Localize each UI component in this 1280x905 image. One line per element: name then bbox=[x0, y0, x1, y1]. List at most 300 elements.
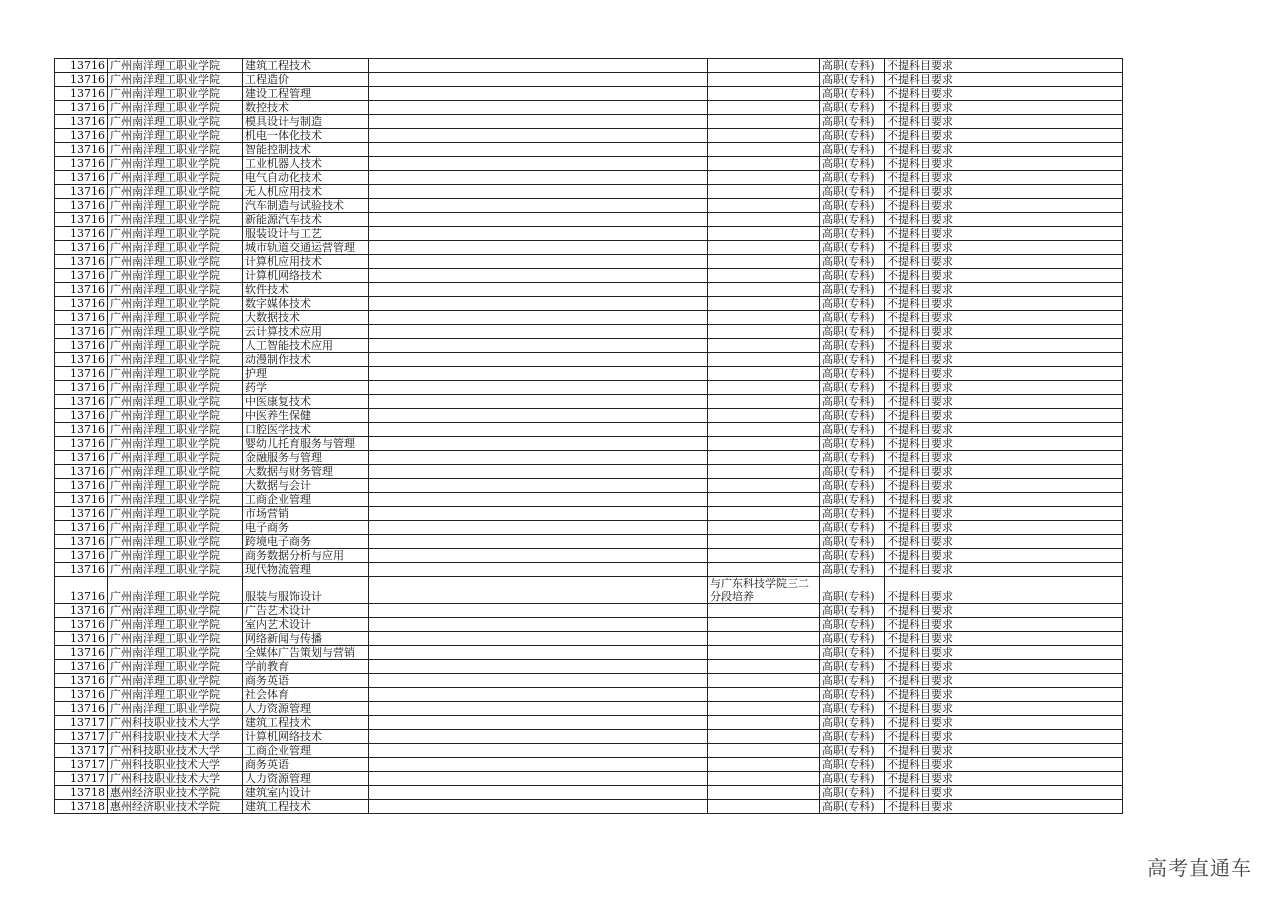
note-cell bbox=[708, 479, 820, 493]
school-code-cell: 13716 bbox=[55, 549, 108, 563]
major-name-cell: 新能源汽车技术 bbox=[243, 213, 369, 227]
note-cell bbox=[708, 199, 820, 213]
subject-requirement-cell: 不提科目要求 bbox=[885, 772, 1123, 786]
level-cell: 高职(专科) bbox=[820, 618, 885, 632]
subject-requirement-cell: 不提科目要求 bbox=[885, 744, 1123, 758]
level-cell: 高职(专科) bbox=[820, 353, 885, 367]
school-name-cell: 广州南洋理工职业学院 bbox=[108, 604, 243, 618]
subject-requirement-cell: 不提科目要求 bbox=[885, 493, 1123, 507]
remark-cell bbox=[369, 87, 708, 101]
subject-requirement-cell: 不提科目要求 bbox=[885, 465, 1123, 479]
level-cell: 高职(专科) bbox=[820, 479, 885, 493]
level-cell: 高职(专科) bbox=[820, 507, 885, 521]
remark-cell bbox=[369, 493, 708, 507]
school-name-cell: 广州南洋理工职业学院 bbox=[108, 563, 243, 577]
major-name-cell: 工程造价 bbox=[243, 73, 369, 87]
note-cell bbox=[708, 115, 820, 129]
remark-cell bbox=[369, 437, 708, 451]
level-cell: 高职(专科) bbox=[820, 451, 885, 465]
note-cell bbox=[708, 297, 820, 311]
remark-cell bbox=[369, 325, 708, 339]
level-cell: 高职(专科) bbox=[820, 101, 885, 115]
remark-cell bbox=[369, 367, 708, 381]
school-name-cell: 广州南洋理工职业学院 bbox=[108, 311, 243, 325]
subject-requirement-cell: 不提科目要求 bbox=[885, 786, 1123, 800]
level-cell: 高职(专科) bbox=[820, 786, 885, 800]
admission-table bbox=[54, 58, 1123, 814]
table-row bbox=[55, 101, 1123, 115]
school-code-cell: 13718 bbox=[55, 800, 108, 814]
major-name-cell: 工业机器人技术 bbox=[243, 157, 369, 171]
note-cell bbox=[708, 311, 820, 325]
remark-cell bbox=[369, 674, 708, 688]
major-name-cell: 电子商务 bbox=[243, 521, 369, 535]
major-name-cell: 学前教育 bbox=[243, 660, 369, 674]
table-row bbox=[55, 73, 1123, 87]
school-code-cell: 13716 bbox=[55, 367, 108, 381]
major-name-cell: 建筑室内设计 bbox=[243, 786, 369, 800]
table-row bbox=[55, 786, 1123, 800]
school-code-cell: 13717 bbox=[55, 744, 108, 758]
major-name-cell: 室内艺术设计 bbox=[243, 618, 369, 632]
subject-requirement-cell: 不提科目要求 bbox=[885, 73, 1123, 87]
school-code-cell: 13716 bbox=[55, 87, 108, 101]
school-name-cell: 广州南洋理工职业学院 bbox=[108, 381, 243, 395]
school-name-cell: 广州科技职业技术大学 bbox=[108, 730, 243, 744]
remark-cell bbox=[369, 199, 708, 213]
remark-cell bbox=[369, 604, 708, 618]
major-name-cell: 软件技术 bbox=[243, 283, 369, 297]
major-name-cell: 人力资源管理 bbox=[243, 772, 369, 786]
school-name-cell: 广州南洋理工职业学院 bbox=[108, 143, 243, 157]
school-code-cell: 13717 bbox=[55, 730, 108, 744]
subject-requirement-cell: 不提科目要求 bbox=[885, 241, 1123, 255]
subject-requirement-cell: 不提科目要求 bbox=[885, 157, 1123, 171]
note-cell bbox=[708, 59, 820, 73]
school-code-cell: 13716 bbox=[55, 674, 108, 688]
subject-requirement-cell: 不提科目要求 bbox=[885, 758, 1123, 772]
note-cell bbox=[708, 604, 820, 618]
table-row bbox=[55, 353, 1123, 367]
table-row bbox=[55, 185, 1123, 199]
school-name-cell: 广州南洋理工职业学院 bbox=[108, 437, 243, 451]
school-code-cell: 13716 bbox=[55, 521, 108, 535]
note-cell bbox=[708, 241, 820, 255]
subject-requirement-cell: 不提科目要求 bbox=[885, 646, 1123, 660]
school-name-cell: 广州南洋理工职业学院 bbox=[108, 339, 243, 353]
subject-requirement-cell: 不提科目要求 bbox=[885, 688, 1123, 702]
remark-cell bbox=[369, 451, 708, 465]
level-cell: 高职(专科) bbox=[820, 758, 885, 772]
major-name-cell: 大数据与财务管理 bbox=[243, 465, 369, 479]
remark-cell bbox=[369, 227, 708, 241]
major-name-cell: 婴幼儿托育服务与管理 bbox=[243, 437, 369, 451]
school-name-cell: 广州南洋理工职业学院 bbox=[108, 101, 243, 115]
subject-requirement-cell: 不提科目要求 bbox=[885, 660, 1123, 674]
table-row bbox=[55, 59, 1123, 73]
table-row bbox=[55, 395, 1123, 409]
level-cell: 高职(专科) bbox=[820, 241, 885, 255]
table-row bbox=[55, 423, 1123, 437]
subject-requirement-cell: 不提科目要求 bbox=[885, 115, 1123, 129]
school-code-cell: 13716 bbox=[55, 297, 108, 311]
table-row bbox=[55, 758, 1123, 772]
major-name-cell: 口腔医学技术 bbox=[243, 423, 369, 437]
major-name-cell: 城市轨道交通运营管理 bbox=[243, 241, 369, 255]
school-name-cell: 广州科技职业技术大学 bbox=[108, 772, 243, 786]
major-name-cell: 数字媒体技术 bbox=[243, 297, 369, 311]
table-row bbox=[55, 283, 1123, 297]
remark-cell bbox=[369, 702, 708, 716]
note-cell bbox=[708, 171, 820, 185]
school-name-cell: 广州南洋理工职业学院 bbox=[108, 479, 243, 493]
school-code-cell: 13716 bbox=[55, 59, 108, 73]
table-row bbox=[55, 632, 1123, 646]
major-name-cell: 建筑工程技术 bbox=[243, 800, 369, 814]
note-cell: 与广东科技学院三二分段培养 bbox=[708, 577, 820, 604]
note-cell bbox=[708, 744, 820, 758]
subject-requirement-cell: 不提科目要求 bbox=[885, 325, 1123, 339]
major-name-cell: 中医养生保健 bbox=[243, 409, 369, 423]
remark-cell bbox=[369, 143, 708, 157]
table-row bbox=[55, 437, 1123, 451]
major-name-cell: 汽车制造与试验技术 bbox=[243, 199, 369, 213]
note-cell bbox=[708, 325, 820, 339]
level-cell: 高职(专科) bbox=[820, 702, 885, 716]
major-name-cell: 建筑工程技术 bbox=[243, 59, 369, 73]
table-row bbox=[55, 702, 1123, 716]
table-row bbox=[55, 772, 1123, 786]
remark-cell bbox=[369, 577, 708, 604]
remark-cell bbox=[369, 786, 708, 800]
school-code-cell: 13716 bbox=[55, 283, 108, 297]
school-code-cell: 13716 bbox=[55, 479, 108, 493]
note-cell bbox=[708, 213, 820, 227]
note-cell bbox=[708, 660, 820, 674]
level-cell: 高职(专科) bbox=[820, 367, 885, 381]
major-name-cell: 服装与服饰设计 bbox=[243, 577, 369, 604]
level-cell: 高职(专科) bbox=[820, 493, 885, 507]
note-cell bbox=[708, 101, 820, 115]
subject-requirement-cell: 不提科目要求 bbox=[885, 479, 1123, 493]
remark-cell bbox=[369, 171, 708, 185]
school-name-cell: 广州南洋理工职业学院 bbox=[108, 115, 243, 129]
note-cell bbox=[708, 143, 820, 157]
subject-requirement-cell: 不提科目要求 bbox=[885, 129, 1123, 143]
table-row bbox=[55, 115, 1123, 129]
major-name-cell: 跨境电子商务 bbox=[243, 535, 369, 549]
school-code-cell: 13716 bbox=[55, 339, 108, 353]
table-row bbox=[55, 143, 1123, 157]
note-cell bbox=[708, 437, 820, 451]
level-cell: 高职(专科) bbox=[820, 549, 885, 563]
table-row bbox=[55, 507, 1123, 521]
table-row bbox=[55, 199, 1123, 213]
note-cell bbox=[708, 255, 820, 269]
level-cell: 高职(专科) bbox=[820, 213, 885, 227]
subject-requirement-cell: 不提科目要求 bbox=[885, 730, 1123, 744]
remark-cell bbox=[369, 157, 708, 171]
school-code-cell: 13716 bbox=[55, 255, 108, 269]
remark-cell bbox=[369, 115, 708, 129]
subject-requirement-cell: 不提科目要求 bbox=[885, 563, 1123, 577]
major-name-cell: 计算机网络技术 bbox=[243, 269, 369, 283]
school-name-cell: 广州南洋理工职业学院 bbox=[108, 59, 243, 73]
table-row bbox=[55, 157, 1123, 171]
school-name-cell: 广州南洋理工职业学院 bbox=[108, 185, 243, 199]
table-row bbox=[55, 688, 1123, 702]
level-cell: 高职(专科) bbox=[820, 744, 885, 758]
school-code-cell: 13716 bbox=[55, 115, 108, 129]
school-code-cell: 13716 bbox=[55, 129, 108, 143]
table-row bbox=[55, 269, 1123, 283]
school-code-cell: 13716 bbox=[55, 604, 108, 618]
subject-requirement-cell: 不提科目要求 bbox=[885, 283, 1123, 297]
note-cell bbox=[708, 507, 820, 521]
level-cell: 高职(专科) bbox=[820, 772, 885, 786]
note-cell bbox=[708, 730, 820, 744]
school-code-cell: 13716 bbox=[55, 660, 108, 674]
subject-requirement-cell: 不提科目要求 bbox=[885, 143, 1123, 157]
remark-cell bbox=[369, 465, 708, 479]
remark-cell bbox=[369, 213, 708, 227]
major-name-cell: 建筑工程技术 bbox=[243, 716, 369, 730]
level-cell: 高职(专科) bbox=[820, 87, 885, 101]
school-name-cell: 广州南洋理工职业学院 bbox=[108, 409, 243, 423]
subject-requirement-cell: 不提科目要求 bbox=[885, 311, 1123, 325]
major-name-cell: 药学 bbox=[243, 381, 369, 395]
level-cell: 高职(专科) bbox=[820, 423, 885, 437]
note-cell bbox=[708, 702, 820, 716]
school-name-cell: 广州南洋理工职业学院 bbox=[108, 395, 243, 409]
school-code-cell: 13716 bbox=[55, 213, 108, 227]
note-cell bbox=[708, 129, 820, 143]
school-name-cell: 广州南洋理工职业学院 bbox=[108, 632, 243, 646]
subject-requirement-cell: 不提科目要求 bbox=[885, 171, 1123, 185]
subject-requirement-cell: 不提科目要求 bbox=[885, 255, 1123, 269]
table-row bbox=[55, 255, 1123, 269]
school-code-cell: 13717 bbox=[55, 758, 108, 772]
subject-requirement-cell: 不提科目要求 bbox=[885, 549, 1123, 563]
major-name-cell: 电气自动化技术 bbox=[243, 171, 369, 185]
school-name-cell: 广州南洋理工职业学院 bbox=[108, 493, 243, 507]
table-row bbox=[55, 493, 1123, 507]
remark-cell bbox=[369, 549, 708, 563]
remark-cell bbox=[369, 507, 708, 521]
subject-requirement-cell: 不提科目要求 bbox=[885, 59, 1123, 73]
remark-cell bbox=[369, 101, 708, 115]
note-cell bbox=[708, 646, 820, 660]
subject-requirement-cell: 不提科目要求 bbox=[885, 423, 1123, 437]
major-name-cell: 计算机应用技术 bbox=[243, 255, 369, 269]
school-name-cell: 广州南洋理工职业学院 bbox=[108, 702, 243, 716]
table-row bbox=[55, 660, 1123, 674]
level-cell: 高职(专科) bbox=[820, 409, 885, 423]
note-cell bbox=[708, 688, 820, 702]
school-code-cell: 13716 bbox=[55, 577, 108, 604]
major-name-cell: 现代物流管理 bbox=[243, 563, 369, 577]
remark-cell bbox=[369, 269, 708, 283]
note-cell bbox=[708, 618, 820, 632]
table-row bbox=[55, 730, 1123, 744]
note-cell bbox=[708, 381, 820, 395]
subject-requirement-cell: 不提科目要求 bbox=[885, 409, 1123, 423]
major-name-cell: 计算机网络技术 bbox=[243, 730, 369, 744]
school-code-cell: 13716 bbox=[55, 381, 108, 395]
school-name-cell: 广州科技职业技术大学 bbox=[108, 744, 243, 758]
table-row bbox=[55, 241, 1123, 255]
remark-cell bbox=[369, 563, 708, 577]
major-name-cell: 市场营销 bbox=[243, 507, 369, 521]
level-cell: 高职(专科) bbox=[820, 577, 885, 604]
major-name-cell: 智能控制技术 bbox=[243, 143, 369, 157]
remark-cell bbox=[369, 297, 708, 311]
school-name-cell: 广州南洋理工职业学院 bbox=[108, 241, 243, 255]
note-cell bbox=[708, 283, 820, 297]
major-name-cell: 网络新闻与传播 bbox=[243, 632, 369, 646]
remark-cell bbox=[369, 716, 708, 730]
note-cell bbox=[708, 535, 820, 549]
major-name-cell: 金融服务与管理 bbox=[243, 451, 369, 465]
table-row bbox=[55, 367, 1123, 381]
major-name-cell: 机电一体化技术 bbox=[243, 129, 369, 143]
subject-requirement-cell: 不提科目要求 bbox=[885, 87, 1123, 101]
level-cell: 高职(专科) bbox=[820, 632, 885, 646]
subject-requirement-cell: 不提科目要求 bbox=[885, 381, 1123, 395]
level-cell: 高职(专科) bbox=[820, 730, 885, 744]
watermark: 高考直通车 bbox=[1147, 856, 1252, 880]
school-name-cell: 广州南洋理工职业学院 bbox=[108, 688, 243, 702]
remark-cell bbox=[369, 409, 708, 423]
school-code-cell: 13716 bbox=[55, 325, 108, 339]
note-cell bbox=[708, 493, 820, 507]
table-row bbox=[55, 479, 1123, 493]
level-cell: 高职(专科) bbox=[820, 535, 885, 549]
major-name-cell: 工商企业管理 bbox=[243, 744, 369, 758]
level-cell: 高职(专科) bbox=[820, 660, 885, 674]
major-name-cell: 广告艺术设计 bbox=[243, 604, 369, 618]
table-row bbox=[55, 381, 1123, 395]
note-cell bbox=[708, 800, 820, 814]
major-name-cell: 建设工程管理 bbox=[243, 87, 369, 101]
level-cell: 高职(专科) bbox=[820, 339, 885, 353]
subject-requirement-cell: 不提科目要求 bbox=[885, 353, 1123, 367]
school-code-cell: 13716 bbox=[55, 157, 108, 171]
level-cell: 高职(专科) bbox=[820, 171, 885, 185]
subject-requirement-cell: 不提科目要求 bbox=[885, 674, 1123, 688]
school-name-cell: 广州南洋理工职业学院 bbox=[108, 227, 243, 241]
major-name-cell: 商务数据分析与应用 bbox=[243, 549, 369, 563]
note-cell bbox=[708, 353, 820, 367]
level-cell: 高职(专科) bbox=[820, 688, 885, 702]
school-code-cell: 13716 bbox=[55, 199, 108, 213]
school-code-cell: 13716 bbox=[55, 618, 108, 632]
level-cell: 高职(专科) bbox=[820, 283, 885, 297]
school-code-cell: 13716 bbox=[55, 465, 108, 479]
major-name-cell: 动漫制作技术 bbox=[243, 353, 369, 367]
school-code-cell: 13716 bbox=[55, 702, 108, 716]
level-cell: 高职(专科) bbox=[820, 255, 885, 269]
note-cell bbox=[708, 73, 820, 87]
remark-cell bbox=[369, 423, 708, 437]
school-name-cell: 广州南洋理工职业学院 bbox=[108, 73, 243, 87]
note-cell bbox=[708, 409, 820, 423]
remark-cell bbox=[369, 129, 708, 143]
level-cell: 高职(专科) bbox=[820, 129, 885, 143]
table-row bbox=[55, 339, 1123, 353]
table-row bbox=[55, 227, 1123, 241]
remark-cell bbox=[369, 800, 708, 814]
subject-requirement-cell: 不提科目要求 bbox=[885, 297, 1123, 311]
school-name-cell: 广州南洋理工职业学院 bbox=[108, 618, 243, 632]
subject-requirement-cell: 不提科目要求 bbox=[885, 521, 1123, 535]
subject-requirement-cell: 不提科目要求 bbox=[885, 213, 1123, 227]
major-name-cell: 全媒体广告策划与营销 bbox=[243, 646, 369, 660]
table-row bbox=[55, 451, 1123, 465]
table-row bbox=[55, 646, 1123, 660]
subject-requirement-cell: 不提科目要求 bbox=[885, 185, 1123, 199]
subject-requirement-cell: 不提科目要求 bbox=[885, 702, 1123, 716]
table-row bbox=[55, 577, 1123, 604]
note-cell bbox=[708, 185, 820, 199]
major-name-cell: 人工智能技术应用 bbox=[243, 339, 369, 353]
major-name-cell: 人力资源管理 bbox=[243, 702, 369, 716]
school-name-cell: 广州南洋理工职业学院 bbox=[108, 213, 243, 227]
major-name-cell: 商务英语 bbox=[243, 674, 369, 688]
table-row bbox=[55, 465, 1123, 479]
table-row bbox=[55, 311, 1123, 325]
remark-cell bbox=[369, 59, 708, 73]
remark-cell bbox=[369, 395, 708, 409]
school-code-cell: 13716 bbox=[55, 241, 108, 255]
note-cell bbox=[708, 269, 820, 283]
level-cell: 高职(专科) bbox=[820, 465, 885, 479]
remark-cell bbox=[369, 311, 708, 325]
school-code-cell: 13716 bbox=[55, 646, 108, 660]
school-code-cell: 13716 bbox=[55, 409, 108, 423]
table-body bbox=[55, 59, 1123, 814]
school-name-cell: 广州南洋理工职业学院 bbox=[108, 129, 243, 143]
table-row bbox=[55, 409, 1123, 423]
school-code-cell: 13717 bbox=[55, 716, 108, 730]
subject-requirement-cell: 不提科目要求 bbox=[885, 535, 1123, 549]
major-name-cell: 社会体育 bbox=[243, 688, 369, 702]
remark-cell bbox=[369, 730, 708, 744]
subject-requirement-cell: 不提科目要求 bbox=[885, 395, 1123, 409]
table-row bbox=[55, 87, 1123, 101]
level-cell: 高职(专科) bbox=[820, 437, 885, 451]
major-name-cell: 服装设计与工艺 bbox=[243, 227, 369, 241]
school-code-cell: 13716 bbox=[55, 143, 108, 157]
table-row bbox=[55, 171, 1123, 185]
major-name-cell: 模具设计与制造 bbox=[243, 115, 369, 129]
level-cell: 高职(专科) bbox=[820, 227, 885, 241]
school-name-cell: 广州南洋理工职业学院 bbox=[108, 269, 243, 283]
note-cell bbox=[708, 339, 820, 353]
subject-requirement-cell: 不提科目要求 bbox=[885, 632, 1123, 646]
note-cell bbox=[708, 157, 820, 171]
subject-requirement-cell: 不提科目要求 bbox=[885, 367, 1123, 381]
school-name-cell: 广州南洋理工职业学院 bbox=[108, 535, 243, 549]
school-name-cell: 广州南洋理工职业学院 bbox=[108, 577, 243, 604]
subject-requirement-cell: 不提科目要求 bbox=[885, 227, 1123, 241]
note-cell bbox=[708, 87, 820, 101]
school-name-cell: 广州南洋理工职业学院 bbox=[108, 325, 243, 339]
level-cell: 高职(专科) bbox=[820, 604, 885, 618]
subject-requirement-cell: 不提科目要求 bbox=[885, 577, 1123, 604]
major-name-cell: 数控技术 bbox=[243, 101, 369, 115]
subject-requirement-cell: 不提科目要求 bbox=[885, 437, 1123, 451]
